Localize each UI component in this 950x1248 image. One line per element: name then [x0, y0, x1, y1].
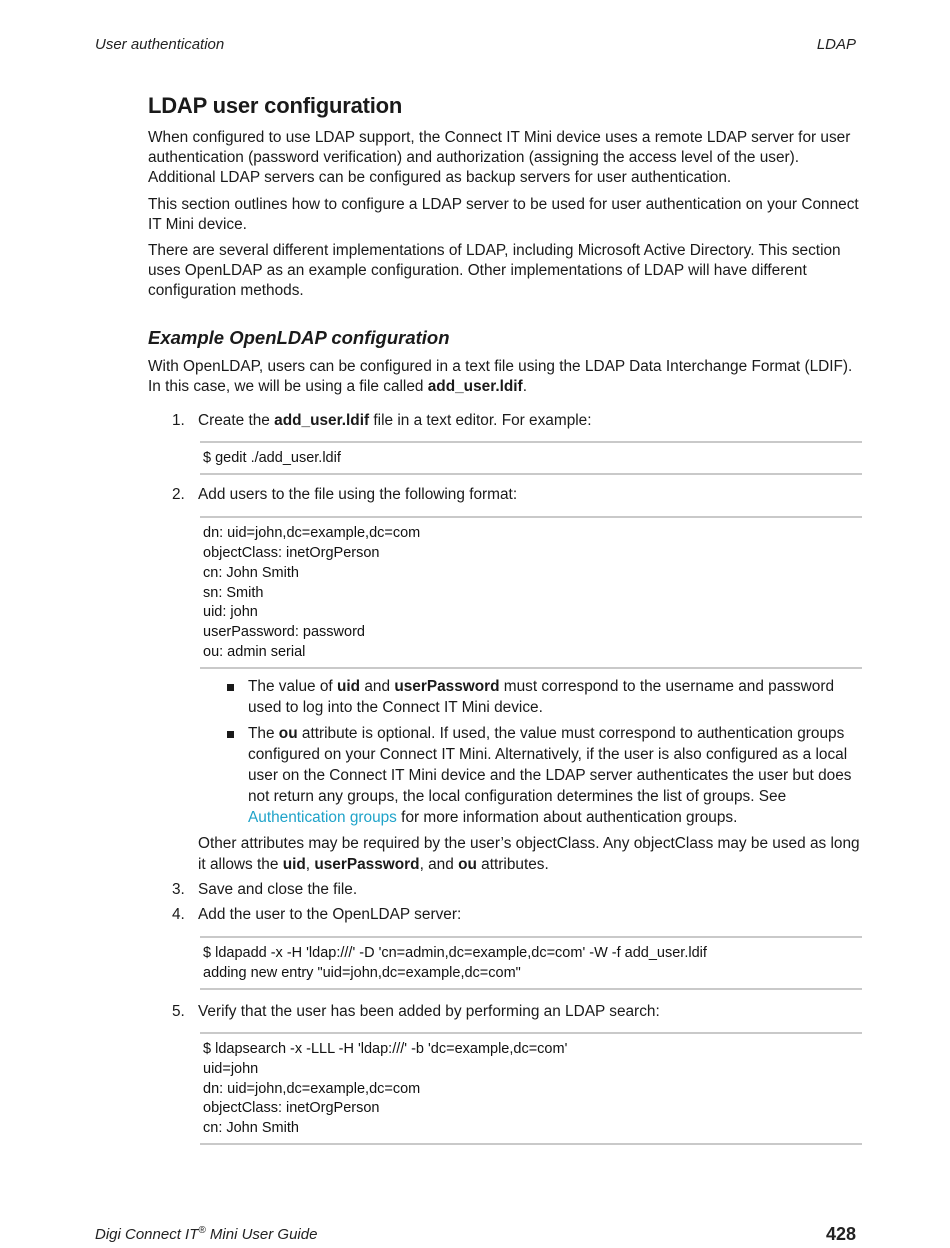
code-line: sn: Smith	[203, 584, 264, 601]
code-line: objectClass: inetOrgPerson	[203, 1100, 380, 1117]
registered-mark: ®	[198, 1225, 206, 1236]
running-header-section: User authentication	[95, 36, 225, 53]
step-5	[148, 1002, 862, 1022]
code-line: userPassword: password	[203, 624, 365, 641]
note-text: ,	[305, 855, 315, 873]
intro-paragraph-1: When configured to use LDAP support, the Connect IT Mini device uses a remote LDAP server for user authentication (password verification) and authorization (assigning the access level of the user). Additional LDAP servers can be configured as backup servers for user authentication.	[148, 129, 851, 187]
note-keyword: userPassword	[314, 855, 420, 873]
intro-paragraph-3: There are several different implementations of LDAP, including Microsoft Active Directory. This section uses OpenLDAP as an example configuration. Other implementations of LDAP will have different configuration methods.	[148, 242, 841, 300]
bullet-text: The value of	[248, 677, 337, 695]
bullet-square-icon	[227, 684, 234, 691]
section-text: With OpenLDAP, users can be configured in a text file using the LDAP Data Interchange Format (LDIF). In this case, we will be using a file called	[148, 357, 853, 395]
note-text: Other attributes may be required by the user’s objectClass. Any objectClass may be used as long it allows the	[198, 835, 860, 873]
attributes-note	[148, 834, 862, 874]
code-line: $ gedit ./add_user.ldif	[203, 450, 341, 467]
step-text: Verify that the user has been added by performing an LDAP search:	[198, 1002, 660, 1020]
bullet-keyword: ou	[278, 725, 298, 743]
code-line: ou: admin serial	[203, 644, 306, 661]
section-paragraph	[148, 357, 862, 397]
step-number: 3.	[172, 880, 185, 898]
running-header-topic: LDAP	[816, 36, 856, 53]
bullet-text: for more information about authentication groups.	[396, 808, 738, 826]
step-filename: add_user.ldif	[274, 412, 370, 430]
guide-title-suffix: Mini User Guide	[205, 1226, 318, 1243]
step-number: 4.	[172, 906, 185, 923]
note-text: , and	[419, 855, 459, 873]
step-number: 1.	[172, 412, 185, 430]
intro-paragraph-2: This section outlines how to configure a LDAP server to be used for user authentication on your Connect IT Mini device.	[148, 195, 859, 233]
section-heading: Example OpenLDAP configuration	[148, 326, 450, 348]
section-text-end: .	[522, 377, 527, 395]
page-content	[148, 92, 862, 1145]
bullet-item	[148, 724, 862, 828]
code-line: uid: john	[203, 604, 258, 621]
bullet-keyword: userPassword	[394, 677, 500, 695]
note-text: attributes.	[476, 855, 549, 873]
step-number: 2.	[172, 486, 185, 504]
step-number: 5.	[172, 1002, 185, 1020]
bullet-list	[148, 677, 862, 829]
step-text: Add users to the file using the following format:	[198, 486, 518, 504]
authentication-groups-link[interactable]: Authentication groups	[248, 808, 397, 826]
code-block-4	[200, 936, 862, 990]
code-block-5	[200, 1032, 862, 1145]
page-number: 428	[825, 1224, 856, 1244]
step-text: Save and close the file.	[198, 880, 358, 898]
step-2	[148, 485, 862, 505]
bullet-text: attribute is optional. If used, the value must correspond to authentication groups configured on your Connect IT Mini. Alternatively, if the user is also configured as a local user on the Connect IT Mini device and the LDAP server authenticates the user but does not return any groups, the local configuration determines the list of groups. See	[248, 725, 852, 805]
code-line: objectClass: inetOrgPerson	[203, 545, 380, 562]
step-4	[148, 905, 862, 925]
step-text: Add the user to the OpenLDAP server:	[198, 906, 462, 923]
step-1	[148, 411, 862, 431]
code-block-1	[200, 441, 862, 475]
bullet-keyword: uid	[336, 677, 361, 695]
code-line: uid=john	[203, 1060, 259, 1077]
bullet-text: The	[248, 725, 279, 743]
bullet-text: and	[360, 677, 395, 695]
bullet-item	[148, 677, 862, 719]
code-line: $ ldapsearch -x -LLL -H 'ldap:///' -b 'dc=example,dc=com'	[203, 1041, 568, 1057]
code-block-2	[200, 516, 862, 669]
code-line: $ ldapadd -x -H 'ldap:///' -D 'cn=admin,dc=example,dc=com' -W -f add_user.ldif	[203, 945, 707, 962]
bullet-text: must correspond to the username and password used to log into the Connect IT Mini device.	[248, 677, 835, 716]
filename-bold: add_user.ldif	[427, 377, 523, 395]
step-text-end: file in a text editor. For example:	[369, 412, 592, 430]
guide-title: Digi Connect IT	[95, 1226, 199, 1243]
page-title: LDAP user configuration	[148, 93, 403, 118]
guide-title-footer	[95, 1225, 317, 1243]
code-line: dn: uid=john,dc=example,dc=com	[203, 1080, 421, 1097]
step-text: Create the	[198, 412, 275, 430]
code-line: dn: uid=john,dc=example,dc=com	[203, 525, 421, 542]
code-line: cn: John Smith	[203, 1120, 299, 1137]
note-keyword: uid	[282, 855, 306, 873]
step-3	[148, 880, 862, 900]
code-line: adding new entry "uid=john,dc=example,dc=com"	[203, 965, 521, 981]
code-line: cn: John Smith	[203, 564, 299, 581]
note-keyword: ou	[458, 855, 477, 873]
bullet-square-icon	[227, 731, 234, 738]
